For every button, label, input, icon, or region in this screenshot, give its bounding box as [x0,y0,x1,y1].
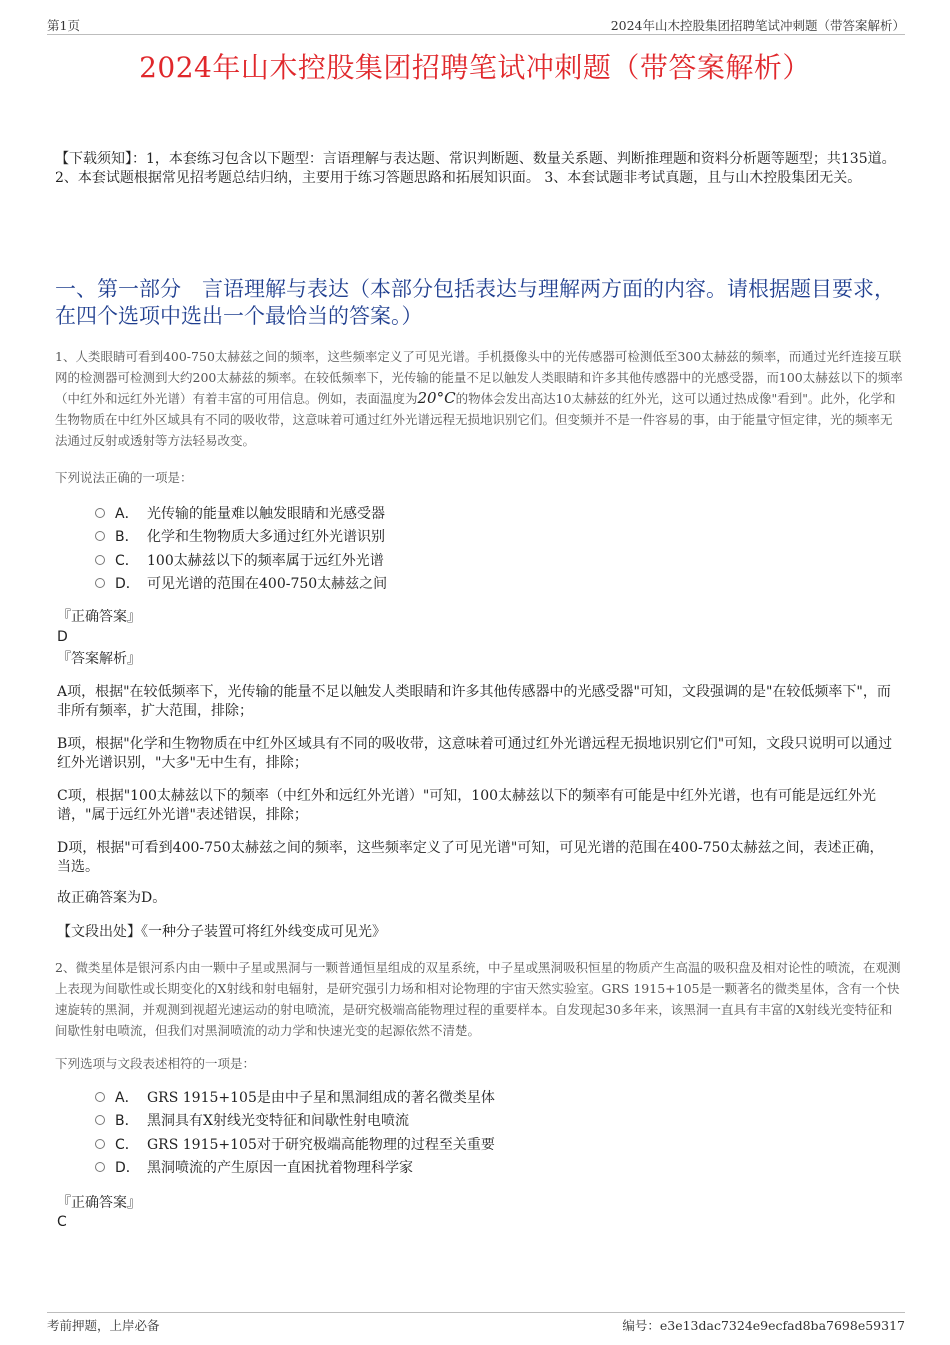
option-letter: B． [115,529,139,546]
option-text: 可见光谱的范围在400-750太赫兹之间 [147,576,388,593]
q2-option-a[interactable] [95,1085,895,1109]
q1-analysis-label: 『答案解析』 [57,651,141,667]
question-2-options [95,1085,895,1179]
question-1-prompt: 下列说法正确的一项是： [55,470,193,485]
download-notice: 【下载须知】：1，本套练习包含以下题型：言语理解与表达题、常识判断题、数量关系题、判断推理题和资料分析题等题型；共135道。 2、本套试题根据常见招考题总结归纳，主要用于练习答题思路和拓展知识面。 3、本套试题非考试真题，且与山木控股集团无关。 [55,151,896,186]
question-2-prompt: 下列选项与文段表述相符的一项是： [55,1056,256,1071]
q1-source: 【文段出处】《一种分子装置可将红外线变成可见光》 [57,924,386,940]
section-heading: 一、第一部分 言语理解与表达（本部分包括表达与理解两方面的内容。请根据题目要求，在四个选项中选出一个最恰当的答案。） [55,277,895,328]
option-letter: B． [115,1113,139,1130]
q1-option-a[interactable] [95,501,895,525]
q1-option-b[interactable] [95,525,895,549]
question-1-text [55,346,903,451]
radio-icon[interactable] [95,1139,105,1149]
page-footer [47,1312,905,1333]
option-letter: D． [115,1160,140,1177]
header-doc-title: 2024年山木控股集团招聘笔试冲刺题（带答案解析） [610,18,905,33]
page-number: 第1页 [47,18,80,33]
q1-answer: D [57,629,68,645]
q2-option-d[interactable] [95,1156,895,1180]
radio-icon[interactable] [95,555,105,565]
option-text: 黑洞喷流的产生原因一直困扰着物理科学家 [147,1160,413,1177]
footer-slogan: 考前押题，上岸必备 [47,1318,160,1333]
footer-doc-id: 编号：e3e13dac7324e9ecfad8ba7698e59317 [622,1318,905,1333]
radio-icon[interactable] [95,1115,105,1125]
option-text: 光传输的能量难以触发眼睛和光感受器 [147,505,385,522]
radio-icon[interactable] [95,508,105,518]
doc-title: 2024年山木控股集团招聘笔试冲刺题（带答案解析） [139,51,811,84]
option-text: GRS 1915+105是由中子星和黑洞组成的著名微类星体 [147,1089,495,1106]
option-letter: C． [115,552,139,569]
option-text: 100太赫兹以下的频率属于远红外光谱 [147,552,384,569]
question-1-text-before: 1、人类眼睛可看到400-750太赫兹之间的频率，这些频率定义了可见光谱。手机摄像头中的光传感器可检测低至300太赫兹的频率，而通过光纤连接互联网的检测器可检测到大约200太赫兹的频率。在较低频率下，光传输的能量不足以触发人类眼睛和许多其他传感器中的光感受器，而100太赫兹以下的频率（中红外和远红外光谱）有着丰富的可用信息。例如，表面温度为 [55,349,903,406]
option-letter: D． [115,576,140,593]
radio-icon[interactable] [95,531,105,541]
radio-icon[interactable] [95,578,105,588]
option-text: GRS 1915+105对于研究极端高能物理的过程至关重要 [147,1136,495,1153]
q1-conclusion: 故正确答案为D。 [57,890,167,906]
q2-answer-label: 『正确答案』 [57,1195,141,1211]
q1-option-c[interactable] [95,548,895,572]
option-text: 黑洞具有X射线光变特征和间歇性射电喷流 [147,1113,409,1130]
q1-analysis-c: C项，根据"100太赫兹以下的频率（中红外和远红外光谱）"可知，100太赫兹以下的频率有可能是中红外光谱，也有可能是远红外光谱，"属于远红外光谱"表述错误，排除； [57,788,877,823]
q2-option-c[interactable] [95,1132,895,1156]
option-letter: A． [115,1089,139,1106]
radio-icon[interactable] [95,1162,105,1172]
question-2-text: 2、微类星体是银河系内由一颗中子星或黑洞与一颗普通恒星组成的双星系统，中子星或黑洞吸积恒星的物质产生高温的吸积盘及相对论性的喷流，在观测上表现为间歇性或长期变化的X射线和射电辐射，是研究强引力场和相对论物理的宇宙天然实验室。GRS 1915+105是一颗著名的微类星体，含有一个快速旋转的黑洞，并观测到视超光速运动的射电喷流，是研究极端高能物理过程的重要样本。自发现起30多年来，该黑洞一直具有丰富的X射线光变特征和间歇性射电喷流，但我们对黑洞喷流的动力学和快速光变的起源依然不清楚。 [55,960,901,1038]
radio-icon[interactable] [95,1092,105,1102]
q1-analysis-a: A项，根据"在较低频率下，光传输的能量不足以触发人类眼睛和许多其他传感器中的光感受器"可知，文段强调的是"在较低频率下"，而非所有频率，扩大范围，排除； [57,684,891,719]
q1-answer-label: 『正确答案』 [57,609,141,625]
option-letter: A． [115,505,139,522]
page-header [47,14,905,35]
q1-analysis-b: B项，根据"化学和生物物质在中红外区域具有不同的吸收带，这意味着可通过红外光谱远程无损地识别它们"可知，文段只说明可以通过红外光谱识别，"大多"无中生有，排除； [57,736,893,771]
question-1-text-after: 的物体会发出高达10太赫兹的红外光，这可以通过热成像"看到"。此外，化学和生物物质在中红外区域具有不同的吸收带，这意味着可通过红外光谱远程无损地识别它们。但变频并不是一件容易的事，由于能量守恒定律，光的频率无法通过反射或透射等方法轻易改变。 [55,391,896,448]
q2-option-b[interactable] [95,1109,895,1133]
temperature-formula: 20°C [417,389,456,407]
option-letter: C． [115,1136,139,1153]
q2-answer: C [57,1214,67,1230]
q1-option-d[interactable] [95,572,895,596]
option-text: 化学和生物物质大多通过红外光谱识别 [147,529,385,546]
question-1-options [95,501,895,595]
q1-analysis-d: D项，根据"可看到400-750太赫兹之间的频率，这些频率定义了可见光谱"可知，可见光谱的范围在400-750太赫兹之间，表述正确，当选。 [57,840,884,875]
